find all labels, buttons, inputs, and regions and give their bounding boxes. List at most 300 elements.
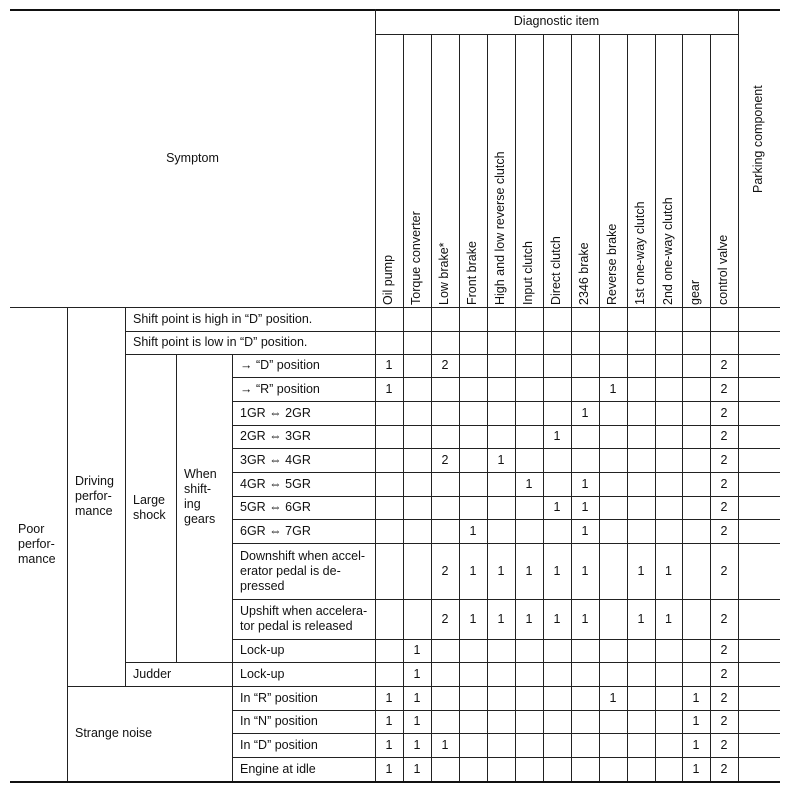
grid-line-vertical [627,34,628,781]
cell-value [487,354,515,377]
cell-value [599,662,627,686]
cell-value [627,307,655,331]
grid-line-vertical [67,307,68,781]
group-driving-performance [67,307,125,686]
cell-value [599,496,627,519]
grid-line-horizontal [232,710,780,711]
cell-value [571,710,599,733]
cell-value [515,639,543,662]
cell-value [627,519,655,543]
cell-value [487,733,515,757]
cell-value: 2 [441,611,449,626]
row-label-0-text: Shift point is high in “D” position. [133,311,313,326]
cell-value [431,496,459,519]
group-driving-performance-text: Driving perfor- mance [75,474,114,518]
cell-value [599,448,627,472]
cell-value: 1 [581,523,589,538]
row-label-12-text: Lock-up [240,643,285,657]
cell-value: 1 [413,643,421,657]
cell-value [459,331,487,354]
cell-value [599,710,627,733]
cell-value: 2 [720,405,728,420]
cell-value: 2 [441,452,449,467]
cell-value [375,425,403,448]
cell-value [682,599,710,639]
cell-value: 1 [497,563,505,578]
cell-value [627,686,655,710]
column-header-3: Front brake [465,241,479,305]
cell-value: 1 [413,690,421,705]
cell-value [403,377,431,401]
cell-value [655,331,682,354]
cell-value [431,377,459,401]
cell-value [515,377,543,401]
cell-value: 1 [525,563,533,578]
column-header-2: Low brake* [437,242,451,305]
cell-value [403,331,431,354]
cell-value: 1 [692,761,700,776]
cell-value [375,331,403,354]
grid-line-horizontal [232,599,780,600]
cell-value: 1 [553,563,561,578]
cell-value [431,639,459,662]
cell-value: 1 [581,405,589,420]
cell-value [543,307,571,331]
cell-value [655,448,682,472]
group-judder [125,662,232,686]
cell-value [599,543,627,599]
row-label-6-text: 3GR ⇔ 4GR [240,452,311,467]
cell-value [459,496,487,519]
grid-line-vertical [232,686,233,781]
cell-value [459,425,487,448]
cell-value [655,377,682,401]
row-label-0 [125,307,375,331]
cell-value [571,354,599,377]
cell-value: 2 [720,429,728,443]
cell-value: 1 [553,429,561,443]
cell-value: 2 [720,476,728,491]
row-label-17 [232,757,375,781]
cell-value [403,496,431,519]
cell-value [487,639,515,662]
cell-value [655,639,682,662]
cell-value [627,639,655,662]
cell-value: 1 [665,563,672,578]
group-when-shifting-text: When shift- ing gears [184,466,217,526]
cell-value [543,639,571,662]
cell-value [655,733,682,757]
cell-value: 1 [581,563,589,578]
cell-value [431,686,459,710]
cell-value: 1 [581,476,589,491]
cell-value [431,307,459,331]
cell-value [375,401,403,425]
cell-value [515,733,543,757]
cell-value [655,401,682,425]
grid-line-horizontal [232,448,780,449]
cell-value [431,401,459,425]
row-label-10 [232,543,375,599]
cell-value [403,425,431,448]
cell-value [682,639,710,662]
cell-value: 1 [637,611,645,626]
cell-value [543,686,571,710]
cell-value [459,686,487,710]
row-label-3 [232,377,375,401]
cell-value [571,662,599,686]
cell-value [599,425,627,448]
cell-value [515,519,543,543]
cell-value [571,307,599,331]
cell-value [655,662,682,686]
grid-line-vertical [487,34,488,781]
column-header-6: Direct clutch [549,236,563,305]
grid-line-vertical [125,307,126,686]
cell-value [431,331,459,354]
grid-line-horizontal [232,733,780,734]
cell-value: 2 [720,611,728,626]
symptom-header-text: Symptom [166,150,219,165]
cell-value [487,425,515,448]
cell-value [599,472,627,496]
cell-value [487,331,515,354]
cell-value [599,401,627,425]
cell-value [682,543,710,599]
cell-value [375,448,403,472]
cell-value [459,354,487,377]
cell-value [459,307,487,331]
column-header-9: 1st one-way clutch [633,201,647,305]
cell-value [543,401,571,425]
cell-value [627,662,655,686]
cell-value [571,639,599,662]
grid-line-horizontal [232,496,780,497]
row-label-12 [232,639,375,662]
cell-value [515,686,543,710]
cell-value: 1 [413,737,421,752]
cell-value [710,331,738,354]
row-label-14 [232,686,375,710]
cell-value [627,496,655,519]
row-label-6 [232,448,375,472]
column-header-11: gear [688,279,702,305]
cell-value [487,662,515,686]
cell-value [627,377,655,401]
column-header-10: 2nd one-way clutch [660,197,675,305]
cell-value: 2 [720,666,728,681]
cell-value: 2 [720,381,728,396]
cell-value [431,519,459,543]
cell-value: 1 [469,563,477,578]
cell-value [599,519,627,543]
cell-value [515,448,543,472]
grid-line-vertical [403,34,404,781]
cell-value [515,496,543,519]
cell-value: 1 [692,714,700,728]
cell-value [431,425,459,448]
grid-line-horizontal [375,34,738,35]
grid-line-horizontal [232,519,780,520]
cell-value: 1 [553,500,561,514]
cell-value [375,496,403,519]
cell-value [655,496,682,519]
cell-value [403,401,431,425]
cell-value [459,733,487,757]
cell-value [599,639,627,662]
cell-value [655,354,682,377]
cell-value [655,710,682,733]
group-large-shock [125,354,176,662]
cell-value: 1 [497,452,505,467]
grid-line-horizontal [67,686,780,687]
cell-value [627,757,655,781]
cell-value [655,757,682,781]
cell-value [487,472,515,496]
row-label-5 [232,425,375,448]
cell-value [487,401,515,425]
cell-value [515,757,543,781]
cell-value: 1 [692,737,700,752]
cell-value [543,331,571,354]
grid-line-horizontal [232,425,780,426]
cell-value [627,472,655,496]
cell-value [543,519,571,543]
cell-value [627,425,655,448]
cell-value [375,639,403,662]
cell-value [375,307,403,331]
row-label-4-text: 1GR ⇔ 2GR [240,405,311,420]
cell-value: 1 [413,666,421,681]
grid-line-vertical [738,9,739,781]
row-label-10-text: Downshift when accel- erator pedal is de- pressed [240,548,366,593]
column-header-parking: Parking component [751,85,765,193]
cell-value [515,662,543,686]
grid-line-vertical [682,34,683,781]
cell-value [459,662,487,686]
grid-line-horizontal [10,781,780,783]
cell-value: 1 [469,611,477,626]
cell-value: 1 [385,358,393,372]
cell-value: 1 [469,523,477,538]
group-strange-noise-text: Strange noise [75,726,153,740]
row-label-16-text: In “D” position [240,737,318,752]
cell-value [682,425,710,448]
grid-line-vertical [543,34,544,781]
cell-value [431,662,459,686]
cell-value [543,733,571,757]
group-strange-noise [67,686,232,781]
cell-value [682,662,710,686]
cell-value [487,307,515,331]
cell-value [375,472,403,496]
group-poor-performance-text: Poor perfor- mance [18,521,56,566]
cell-value [515,401,543,425]
row-label-15-text: In “N” position [240,714,318,728]
grid-line-vertical [176,354,177,662]
cell-value [599,733,627,757]
cell-value [487,710,515,733]
row-label-7 [232,472,375,496]
cell-value: 2 [720,761,728,776]
diagnostic-item-header-text: Diagnostic item [513,14,600,28]
cell-value [403,519,431,543]
row-label-8-text: 5GR ⇔ 6GR [240,500,311,514]
cell-value [627,401,655,425]
cell-value: 1 [385,737,393,752]
row-label-13-text: Lock-up [240,666,285,681]
row-label-2-text: → “D” position [240,358,320,372]
cell-value: 2 [441,563,449,578]
cell-value [431,757,459,781]
grid-line-vertical [232,639,233,662]
column-header-7: 2346 brake [577,242,591,305]
cell-value: 1 [385,761,393,776]
cell-value [571,377,599,401]
cell-value: 1 [385,714,393,728]
cell-value: 2 [720,563,728,578]
cell-value [599,599,627,639]
row-label-11-text: Upshift when accelera- tor pedal is released [240,604,368,633]
cell-value [543,354,571,377]
grid-line-vertical [599,34,600,781]
cell-value [515,710,543,733]
cell-value [655,307,682,331]
cell-value: 2 [720,452,728,467]
cell-value: 2 [720,714,728,728]
cell-value [515,307,543,331]
cell-value [431,472,459,496]
cell-value [571,448,599,472]
row-label-3-text: → “R” position [240,381,320,396]
column-header-4: High and low reverse clutch [493,151,507,305]
grid-line-horizontal [10,9,780,11]
cell-value [543,710,571,733]
group-judder-text: Judder [133,666,172,681]
group-when-shifting [176,354,232,639]
cell-value [403,599,431,639]
cell-value [682,496,710,519]
grid-line-vertical [710,34,711,781]
cell-value [543,472,571,496]
group-large-shock-text: Large shock [133,493,166,522]
row-label-1 [125,331,375,354]
cell-value [599,331,627,354]
row-label-16 [232,733,375,757]
cell-value [487,496,515,519]
cell-value [487,519,515,543]
cell-value: 1 [581,500,589,514]
cell-value [515,354,543,377]
cell-value: 2 [720,358,728,372]
cell-value [403,307,431,331]
grid-line-vertical [232,354,233,662]
cell-value [655,425,682,448]
grid-line-vertical [515,34,516,781]
column-header-1: Torque converter [409,211,423,305]
cell-value [515,425,543,448]
grid-line-horizontal [232,639,780,640]
grid-line-vertical [655,34,656,781]
grid-line-vertical [459,34,460,781]
row-label-11 [232,599,375,639]
row-label-2 [232,354,375,377]
cell-value: 2 [441,358,449,372]
cell-value: 2 [720,643,728,657]
cell-value [627,354,655,377]
cell-value: 1 [497,611,505,626]
cell-value [459,377,487,401]
cell-value: 2 [720,690,728,705]
cell-value [682,331,710,354]
cell-value [543,377,571,401]
cell-value: 1 [692,690,700,705]
cell-value: 1 [581,611,589,626]
cell-value: 1 [525,611,533,626]
cell-value: 1 [665,611,672,626]
cell-value [682,519,710,543]
grid-line-vertical [431,34,432,781]
cell-value [627,331,655,354]
column-header-0: Oil pump [381,254,395,305]
cell-value [543,448,571,472]
row-label-15 [232,710,375,733]
cell-value [459,639,487,662]
column-header-8: Reverse brake [605,223,619,305]
row-label-9 [232,519,375,543]
cell-value: 1 [525,476,533,491]
row-label-17-text: Engine at idle [240,761,316,776]
cell-value [571,686,599,710]
cell-value: 1 [385,690,393,705]
cell-value [487,377,515,401]
row-label-1-text: Shift point is low in “D” position. [133,335,308,349]
cell-value [459,401,487,425]
cell-value [403,472,431,496]
cell-value [487,757,515,781]
row-label-9-text: 6GR ⇔ 7GR [240,523,311,538]
cell-value [682,401,710,425]
cell-value: 2 [720,737,728,752]
row-label-14-text: In “R” position [240,690,318,705]
row-label-7-text: 4GR ⇔ 5GR [240,476,311,491]
cell-value [375,543,403,599]
cell-value [375,599,403,639]
column-header-12: control valve [716,234,730,305]
cell-value [655,686,682,710]
grid-line-vertical [232,662,233,686]
cell-value [571,331,599,354]
diagnostic-item-header [375,9,738,34]
cell-value: 1 [609,381,617,396]
cell-value [599,757,627,781]
cell-value [459,472,487,496]
grid-line-horizontal [232,543,780,544]
cell-value [599,354,627,377]
cell-value: 2 [720,500,728,514]
cell-value [375,519,403,543]
cell-value [515,331,543,354]
cell-value [571,757,599,781]
cell-value [571,425,599,448]
grid-line-horizontal [232,377,780,378]
cell-value [543,757,571,781]
cell-value [403,543,431,599]
cell-value: 1 [609,690,617,705]
cell-value [682,377,710,401]
cell-value: 1 [413,761,421,776]
row-label-4 [232,401,375,425]
